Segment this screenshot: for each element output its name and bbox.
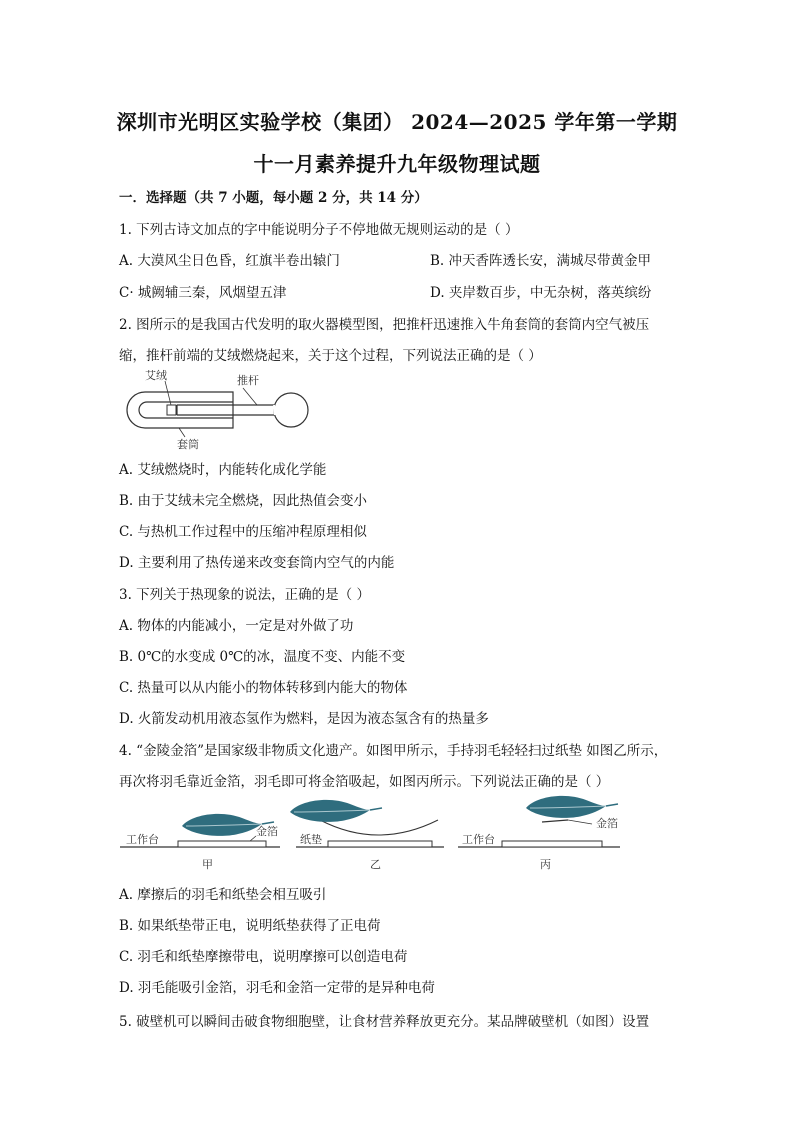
q5-stem-line1: 5. 破壁机可以瞬间击破食物细胞壁，让食材营养释放更充分。某品牌破壁机（如图）设置	[119, 1014, 650, 1030]
label-workbench-jia: 工作台	[126, 833, 159, 846]
sleeve-outer	[127, 392, 233, 428]
label-goldfoil-bing: 金箔	[596, 817, 618, 830]
q4-stem-line2: 再次将羽毛靠近金箔，羽毛即可将金箔吸起，如图丙所示。下列说法正确的是（ ）	[119, 774, 610, 790]
q2-stem-line1: 2. 图所示的是我国古代发明的取火器模型图，把推杆迅速推入牛角套筒的套筒内空气被压	[119, 317, 650, 333]
section-heading: 一．选择题（共 7 小题，每小题 2 分，共 14 分）	[119, 190, 428, 206]
q2-option-d: D. 主要利用了热传递来改变套筒内空气的内能	[119, 555, 395, 571]
rod-handle	[274, 393, 308, 427]
q1-option-b: B. 冲天香阵透长安，满城尽带黄金甲	[430, 253, 652, 269]
q4-option-c: C. 羽毛和纸垫摩擦带电，说明摩擦可以创造电荷	[119, 949, 408, 965]
label-goldfoil-jia: 金箔	[256, 825, 278, 838]
label-workbench-bing: 工作台	[462, 833, 495, 846]
q3-option-a: A. 物体的内能减小，一定是对外做了功	[119, 618, 354, 634]
sleeve-inner	[139, 402, 233, 418]
page-title-line2: 十一月素养提升九年级物理试题	[253, 152, 541, 176]
feather-icon	[290, 800, 382, 822]
caption-jia: 甲	[202, 858, 213, 871]
caption-yi: 乙	[370, 858, 381, 871]
label-rod: 推杆	[237, 374, 259, 387]
panel-bing	[458, 796, 620, 871]
page-title-line1: 深圳市光明区实验学校（集团） 2024—2025 学年第一学期	[116, 110, 678, 134]
panel-jia	[120, 814, 280, 871]
q4-option-a: A. 摩擦后的羽毛和纸垫会相互吸引	[119, 887, 327, 903]
gold-foil-lifted	[542, 820, 568, 822]
push-rod	[177, 405, 275, 415]
caption-bing: 丙	[540, 858, 551, 871]
q2-stem-line2: 缩，推杆前端的艾绒燃烧起来，关于这个过程，下列说法正确的是（ ）	[119, 348, 542, 364]
q1-option-d: D. 夹岸数百步，中无杂树，落英缤纷	[430, 285, 652, 301]
q2-option-c: C. 与热机工作过程中的压缩冲程原理相似	[119, 524, 367, 540]
label-sleeve: 套筒	[177, 438, 199, 450]
fire-piston-figure	[115, 366, 335, 450]
gold-foil-figure	[120, 792, 640, 876]
q3-option-b: B. 0℃的水变成 0℃的冰，温度不变、内能不变	[119, 649, 406, 665]
q2-option-b: B. 由于艾绒未完全燃烧，因此热值会变小	[119, 493, 368, 509]
feather-icon	[526, 796, 618, 818]
lifted-pad-curve	[320, 820, 438, 835]
label-moxa: 艾绒	[145, 369, 167, 382]
q1-option-c: C· 城阙辅三秦，风烟望五津	[119, 285, 287, 301]
label-paperpad-yi: 纸垫	[300, 833, 322, 846]
q1-stem: 1. 下列古诗文加点的字中能说明分子不停地做无规则运动的是（ ）	[119, 222, 519, 238]
q4-option-b: B. 如果纸垫带正电，说明纸垫获得了正电荷	[119, 918, 381, 934]
q3-option-d: D. 火箭发动机用液态氢作为燃料，是因为液态氢含有的热量多	[119, 711, 489, 727]
q4-option-d: D. 羽毛能吸引金箔，羽毛和金箔一定带的是异种电荷	[119, 980, 435, 996]
paper-pad-jia	[178, 841, 266, 847]
q2-option-a: A. 艾绒燃烧时，内能转化成化学能	[119, 462, 327, 478]
panel-yi	[290, 800, 444, 871]
q3-option-c: C. 热量可以从内能小的物体转移到内能大的物体	[119, 680, 408, 696]
paper-pad-bing	[502, 841, 602, 847]
q4-stem-line1: 4. “金陵金箔”是国家级非物质文化遗产。如图甲所示，手持羽毛轻轻扫过纸垫 如图乙所示，	[119, 743, 668, 759]
moxa-icon	[167, 405, 176, 415]
q1-option-a: A. 大漠风尘日色昏，红旗半卷出辕门	[119, 253, 340, 269]
paper-pad-yi	[328, 841, 432, 847]
q3-stem: 3. 下列关于热现象的说法，正确的是（ ）	[119, 587, 370, 603]
